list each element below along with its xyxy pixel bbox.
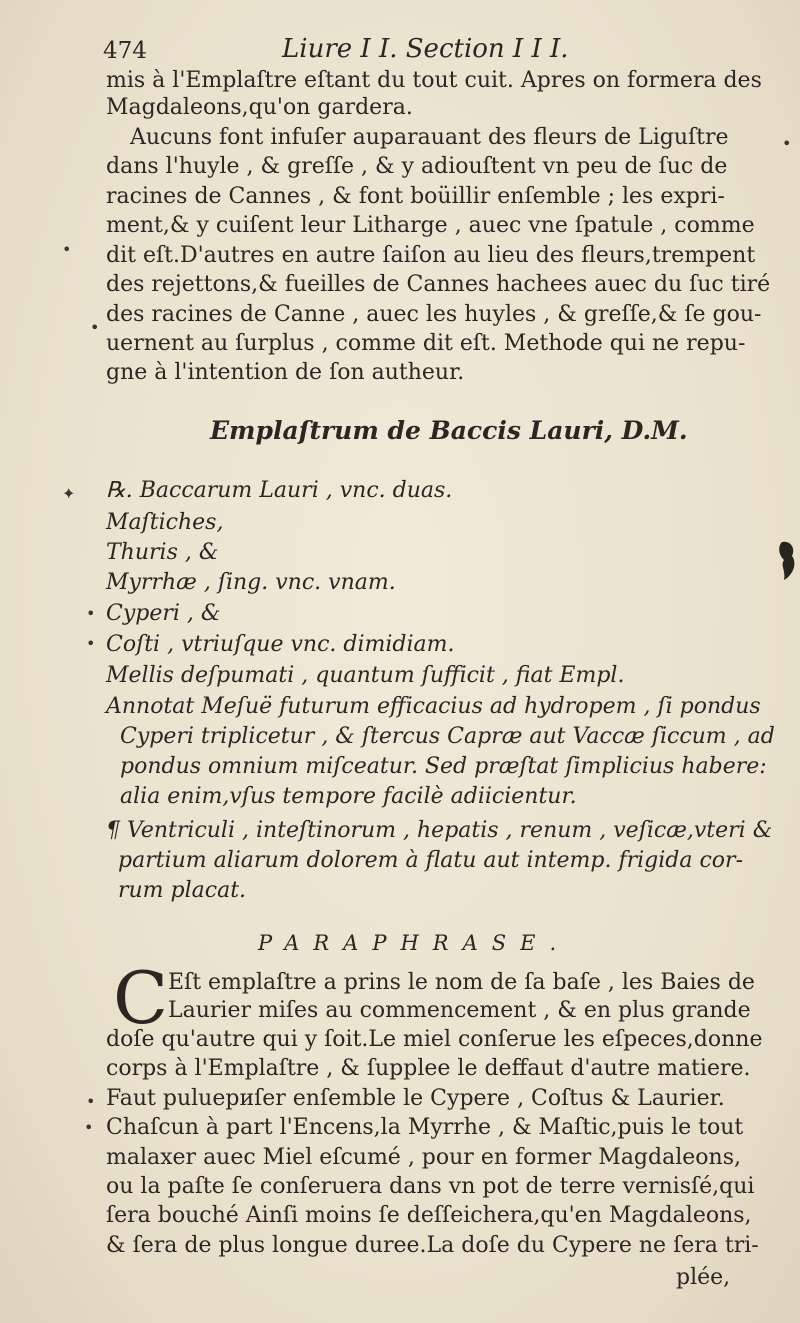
margin-mark-icon: •: [782, 134, 792, 153]
margin-mark-icon: •: [86, 634, 96, 653]
text-line: Aucuns font infuſer auparauant des fleurs de Liguſtre: [130, 125, 729, 150]
recipe-line: Maſtiches,: [106, 510, 224, 535]
text-line: mis à l'Emplaſtre eſtant du tout cuit. Apres on formera des: [106, 68, 762, 93]
recipe-line: Cyperi triplicetur , & ſtercus Capræ aut Vaccæ ſiccum , ad: [120, 724, 775, 749]
recipe-line: Thuris , &: [106, 540, 219, 565]
running-title: Liure I I. Section I I I.: [282, 34, 569, 64]
recipe-line: ℞. Baccarum Lauri , vnc. duas.: [106, 478, 453, 503]
text-line: Magdaleons,qu'on gardera.: [106, 95, 413, 120]
text-line: ment,& y cuiſent leur Litharge , auec vne ſpatule , comme: [106, 213, 755, 238]
margin-mark-icon: •: [84, 1118, 94, 1137]
margin-mark-icon: •: [86, 604, 96, 623]
section-title: Emplaſtrum de Baccis Lauri, D.M.: [210, 416, 688, 445]
text-line: ſera bouché Ainſi moins ſe deſſeichera,qu'en Magdaleons,: [106, 1203, 752, 1228]
drop-cap: C: [113, 956, 169, 1040]
text-line: & ſera de plus longue duree.La doſe du Cypere ne ſera tri-: [106, 1233, 759, 1258]
ink-blot-icon: [776, 540, 798, 582]
recipe-line: pondus omnium miſceatur. Sed præſtat ſimplicius habere:: [120, 754, 767, 779]
recipe-line: Mellis deſpumati , quantum ſufficit , fiat Empl.: [106, 663, 625, 688]
text-line: dans l'huyle , & greſſe , & y adiouſtent vn peu de ſuc de: [106, 154, 728, 179]
recipe-line: Coſti , vtriuſque vnc. dimidiam.: [106, 632, 455, 657]
text-line: dit eſt.D'autres en autre ſaiſon au lieu des fleurs,trempent: [106, 243, 756, 268]
text-line: uernent au ſurplus , comme dit eſt. Methode qui ne repu-: [106, 331, 746, 356]
margin-mark-icon: •: [62, 240, 72, 259]
text-line: racines de Cannes , & font boüillir enſemble ; les expri-: [106, 184, 725, 209]
margin-mark-icon: ✦: [62, 484, 76, 503]
margin-mark-icon: •: [86, 1092, 96, 1111]
text-line: Chaſcun à part l'Encens,la Myrrhe , & Maſtic,puis le tout: [106, 1115, 744, 1140]
text-line: corps à l'Emplaſtre , & ſupplee le deffaut d'autre matiere.: [106, 1056, 751, 1081]
text-line: des racines de Canne , auec les huyles , & greſſe,& ſe gou-: [106, 302, 762, 327]
recipe-line: rum placat.: [118, 878, 247, 903]
text-line: Laurier miſes au commencement , & en plus grande: [168, 998, 751, 1023]
recipe-line: partium aliarum dolorem à flatu aut intemp. frigida cor-: [118, 848, 744, 873]
text-line: des rejettons,& fueilles de Cannes hachees auec du ſuc tiré: [106, 272, 771, 297]
recipe-line: alia enim,vſus tempore facilè adiicientur.: [120, 784, 577, 809]
recipe-line: Annotat Meſuë futurum efficacius ad hydropem , ſi pondus: [106, 694, 761, 719]
text-line: Faut puluериſer enſemble le Cypere , Coſtus & Laurier.: [106, 1086, 725, 1111]
text-line: ou la paſte ſe conſeruera dans vn pot de terre vernisſé,qui: [106, 1174, 755, 1199]
recipe-line: Cyperi , &: [106, 601, 221, 626]
recipe-line: ¶ Ventriculi , inteſtinorum , hepatis , renum , veſicæ,vteri &: [106, 818, 773, 843]
margin-mark-icon: •: [90, 318, 100, 337]
text-line: gne à l'intention de ſon autheur.: [106, 360, 465, 385]
text-line: Eſt emplaſtre a prins le nom de ſa baſe , les Baies de: [168, 970, 755, 995]
text-line: doſe qu'autre qui y ſoit.Le miel conſerue les eſpeces,donne: [106, 1027, 763, 1052]
recipe-line: Myrrhæ , ſing. vnc. vnam.: [106, 570, 396, 595]
paraphrase-heading: PARAPHRASE.: [258, 931, 571, 955]
page-number: 474: [103, 38, 147, 64]
text-line: malaxer auec Miel eſcumé , pour en former Magdaleons,: [106, 1145, 741, 1170]
text-line: plée,: [676, 1265, 731, 1290]
